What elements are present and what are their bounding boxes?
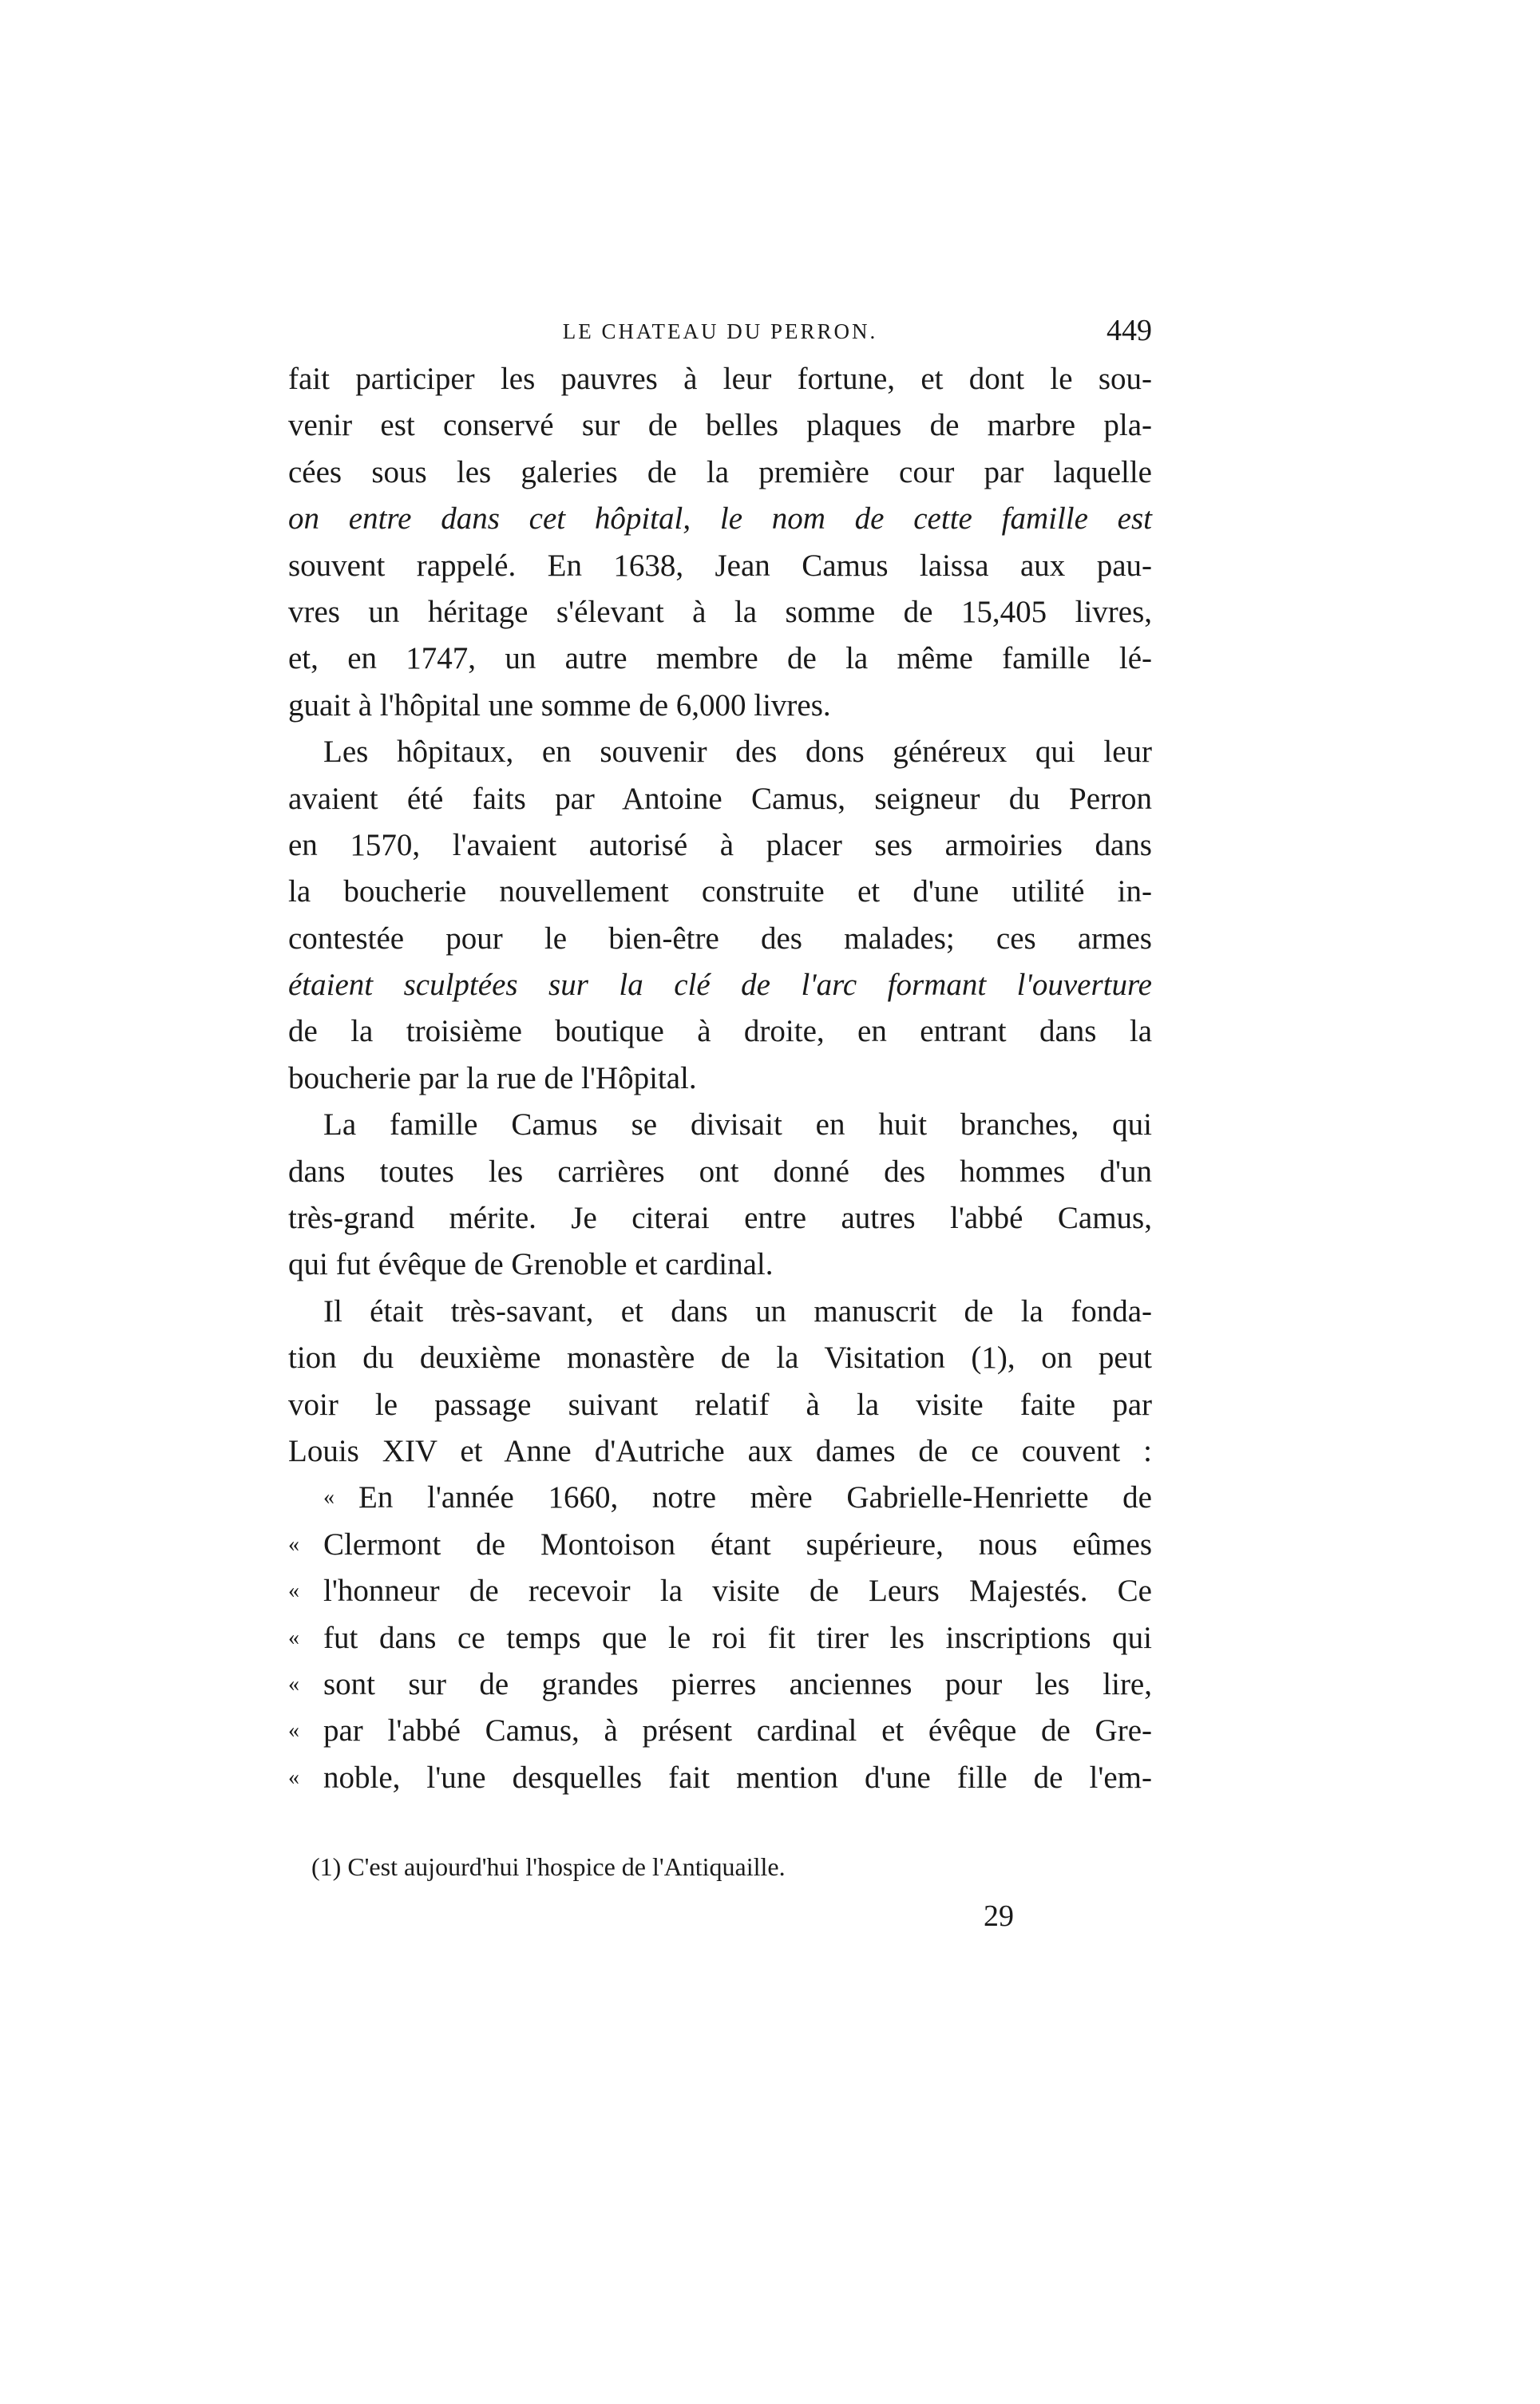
footnote: (1) C'est aujourd'hui l'hospice de l'Antiquaille. — [311, 1852, 786, 1881]
text-line — [288, 683, 1152, 729]
text-line-content: Louis XIV et Anne d'Autriche aux dames de ce couvent : — [288, 1433, 1152, 1468]
text-line — [288, 1522, 1152, 1568]
text-line — [288, 1102, 1152, 1148]
text-line — [288, 1661, 1152, 1708]
quote-mark: « — [288, 1671, 299, 1697]
text-line-content: venir est conservé sur de belles plaques de marbre pla- — [288, 408, 1152, 443]
text-line — [288, 589, 1152, 636]
text-line — [288, 636, 1152, 682]
signature-mark: 29 — [984, 1899, 1014, 1933]
text-line-content: Clermont de Montoison étant supérieure, nous eûmes — [323, 1527, 1152, 1562]
text-line — [288, 916, 1152, 962]
text-line — [288, 1242, 1152, 1288]
page-number: 449 — [1107, 314, 1152, 347]
text-line — [288, 450, 1152, 496]
quote-mark: « — [288, 1764, 299, 1790]
text-line — [288, 1475, 1152, 1521]
text-line-content: avaient été faits par Antoine Camus, seigneur du Perron — [288, 781, 1152, 816]
quote-mark: « — [288, 1718, 299, 1744]
text-line-content: voir le passage suivant relatif à la visite faite par — [288, 1387, 1152, 1422]
text-line-content: très-grand mérite. Je citerai entre autres l'abbé Camus, — [288, 1201, 1152, 1236]
text-line — [288, 1382, 1152, 1428]
text-line-content: fait participer les pauvres à leur fortune, et dont le sou- — [288, 362, 1152, 396]
text-line-content: cées sous les galeries de la première cour par laquelle — [288, 454, 1152, 489]
text-line — [288, 1755, 1152, 1801]
running-head — [288, 313, 1152, 345]
text-line-content: et, en 1747, un autre membre de la même famille lé- — [288, 641, 1152, 676]
text-line-content: Les hôpitaux, en souvenir des dons généreux qui leur — [323, 735, 1152, 770]
text-line — [288, 356, 1152, 402]
text-line — [288, 1335, 1152, 1381]
quote-mark: « — [288, 1578, 299, 1604]
text-line-content: la boucherie nouvellement construite et d'une utilité in- — [288, 874, 1152, 909]
text-line-content: par l'abbé Camus, à présent cardinal et évêque de Gre- — [323, 1713, 1152, 1749]
text-line-content: boucherie par la rue de l'Hôpital. — [288, 1060, 697, 1095]
text-line — [288, 496, 1152, 542]
text-line-content: de la troisième boutique à droite, en entrant dans la — [288, 1014, 1152, 1049]
text-line — [288, 1055, 1152, 1102]
body-text — [288, 356, 1152, 1801]
text-line — [288, 729, 1152, 775]
text-line-content: contestée pour le bien-être des malades; ces armes — [288, 921, 1152, 956]
quote-mark: « — [288, 1625, 299, 1650]
text-line-content: En l'année 1660, notre mère Gabrielle-Henriette de — [358, 1480, 1152, 1515]
text-line — [288, 822, 1152, 869]
text-line-content: vres un héritage s'élevant à la somme de 15,405 livres, — [288, 594, 1152, 629]
text-line-content: sont sur de grandes pierres anciennes pour les lire, — [323, 1666, 1152, 1701]
text-line — [288, 1195, 1152, 1242]
text-line — [288, 1568, 1152, 1614]
text-line — [288, 1708, 1152, 1754]
text-line-content: tion du deuxième monastère de la Visitation (1), on peut — [288, 1341, 1152, 1376]
text-line — [288, 1289, 1152, 1335]
text-line — [288, 543, 1152, 589]
text-line-content: fut dans ce temps que le roi fit tirer les inscriptions qui — [323, 1620, 1152, 1655]
text-line — [288, 1428, 1152, 1475]
text-line-content: guait à l'hôpital une somme de 6,000 livres. — [288, 687, 831, 723]
text-line-content: l'honneur de recevoir la visite de Leurs Majestés. Ce — [323, 1574, 1152, 1609]
quote-mark: « — [323, 1485, 335, 1511]
text-line-content: souvent rappelé. En 1638, Jean Camus laissa aux pau- — [288, 548, 1152, 583]
text-line-content: noble, l'une desquelles fait mention d'une fille de l'em- — [323, 1760, 1152, 1795]
text-line-content: on entre dans cet hôpital, le nom de cette famille est — [288, 501, 1152, 537]
quote-mark: « — [288, 1531, 299, 1557]
text-line-content: qui fut évêque de Grenoble et cardinal. — [288, 1247, 774, 1282]
text-line — [288, 962, 1152, 1008]
text-line — [288, 1615, 1152, 1661]
text-line — [288, 776, 1152, 822]
running-head-title: LE CHATEAU DU PERRON. — [562, 319, 878, 343]
text-line — [288, 402, 1152, 449]
text-line — [288, 869, 1152, 915]
text-line-content: dans toutes les carrières ont donné des hommes d'un — [288, 1154, 1152, 1189]
text-line — [288, 1149, 1152, 1195]
text-line-content: La famille Camus se divisait en huit branches, qui — [323, 1107, 1152, 1143]
text-line-content: Il était très-savant, et dans un manuscrit de la fonda- — [323, 1293, 1152, 1329]
text-line-content: étaient sculptées sur la clé de l'arc formant l'ouverture — [288, 968, 1152, 1003]
text-line-content: en 1570, l'avaient autorisé à placer ses armoiries dans — [288, 827, 1152, 862]
text-line — [288, 1008, 1152, 1055]
